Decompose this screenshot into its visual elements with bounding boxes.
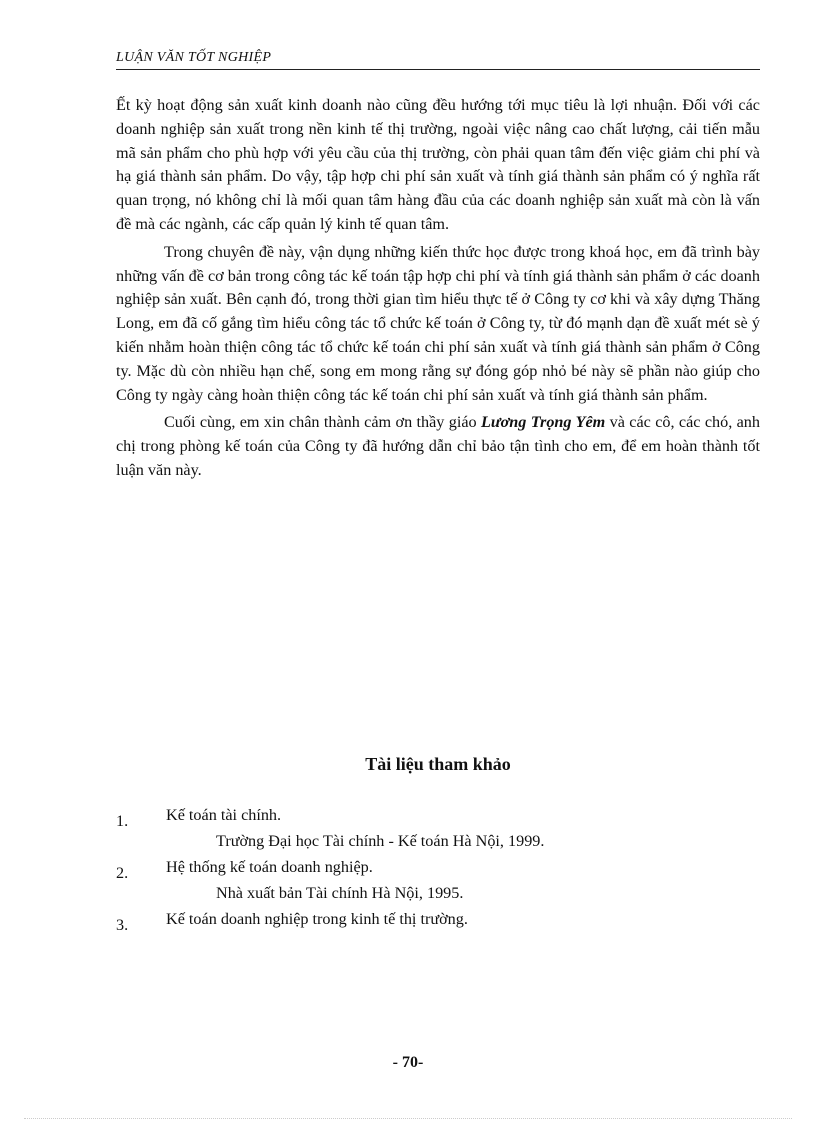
reference-number: 2. [116, 864, 129, 882]
reference-item [116, 854, 760, 906]
reference-item [116, 802, 760, 854]
reference-title: Kế toán doanh nghiệp trong kinh tế thị trường. [166, 910, 468, 928]
reference-title: Kế toán tài chính. [166, 806, 282, 824]
reference-number: 1. [116, 812, 129, 830]
paragraph-thanks [116, 411, 760, 482]
page-number: - 70- [392, 1054, 424, 1071]
reference-publisher: Nhà xuất bản Tài chính Hà Nội, 1995. [216, 884, 464, 902]
thanks-text-after: và các cô, các chó, anh chị trong phòng kế toán của Công ty đã hướng dẫn chỉ bảo tận tình cho em, để em hoàn thành tốt luận văn này. [116, 413, 760, 479]
reference-item [116, 906, 760, 932]
reference-number: 3. [116, 916, 129, 934]
body-text [116, 94, 760, 487]
reference-title: Hệ thống kế toán doanh nghiệp. [166, 858, 373, 876]
advisor-name: Lương Trọng Yêm [481, 413, 606, 432]
page-bottom-divider [24, 1118, 792, 1119]
reference-publisher: Trường Đại học Tài chính - Kế toán Hà Nội, 1999. [216, 832, 545, 850]
paragraph-intro: Ết kỳ hoạt động sản xuất kinh doanh nào cũng đều hướng tới mục tiêu là lợi nhuận. Đối với các doanh nghiệp sản xuất trong nền kinh tế thị trường, ngoài việc nâng cao chất lượng, cải tiến mẫu mã sản phẩm cho phù hợp với yêu cầu của thị trường, còn phải quan tâm đến việc giảm chi phí và hạ giá thành sản phẩm. Do vậy, tập hợp chi phí sản xuất và tính giá thành sản phẩm có ý nghĩa rất quan trọng, nó không chỉ là mối quan tâm hàng đầu của các doanh nghiệp sản xuất mà còn là vấn đề mà các ngành, các cấp quản lý kinh tế quan tâm. [116, 96, 760, 233]
header-title: LUẬN VĂN TỐT NGHIỆP [116, 50, 272, 65]
references-list [116, 802, 760, 932]
page-header [116, 49, 760, 70]
paragraph-summary: Trong chuyên đề này, vận dụng những kiến thức học được trong khoá học, em đã trình bày những vấn đề cơ bản trong công tác kế toán tập hợp chi phí và tính giá thành sản phẩm ở các doanh nghiệp sản xuất. Bên cạnh đó, trong thời gian tìm hiểu thực tế ở Công ty cơ khi và xây dựng Thăng Long, em đã cố gắng tìm hiểu công tác tổ chức kế toán ở Công ty, từ đó mạnh dạn đề xuất mét sè ý kiến nhằm hoàn thiện công tác tổ chức kế toán chi phí sản xuất và tính giá thành sản phẩm ở Công ty. Mặc dù còn nhiều hạn chế, song em mong rằng sự đóng góp nhỏ bé này sẽ phần nào giúp cho Công ty ngày càng hoàn thiện công tác kế toán chi phí sản xuất và tính giá thành sản phẩm. [116, 242, 760, 404]
references-title: Tài liệu tham khảo [365, 754, 511, 774]
thanks-text-before: Cuối cùng, em xin chân thành cảm ơn thầy giáo [164, 413, 482, 432]
